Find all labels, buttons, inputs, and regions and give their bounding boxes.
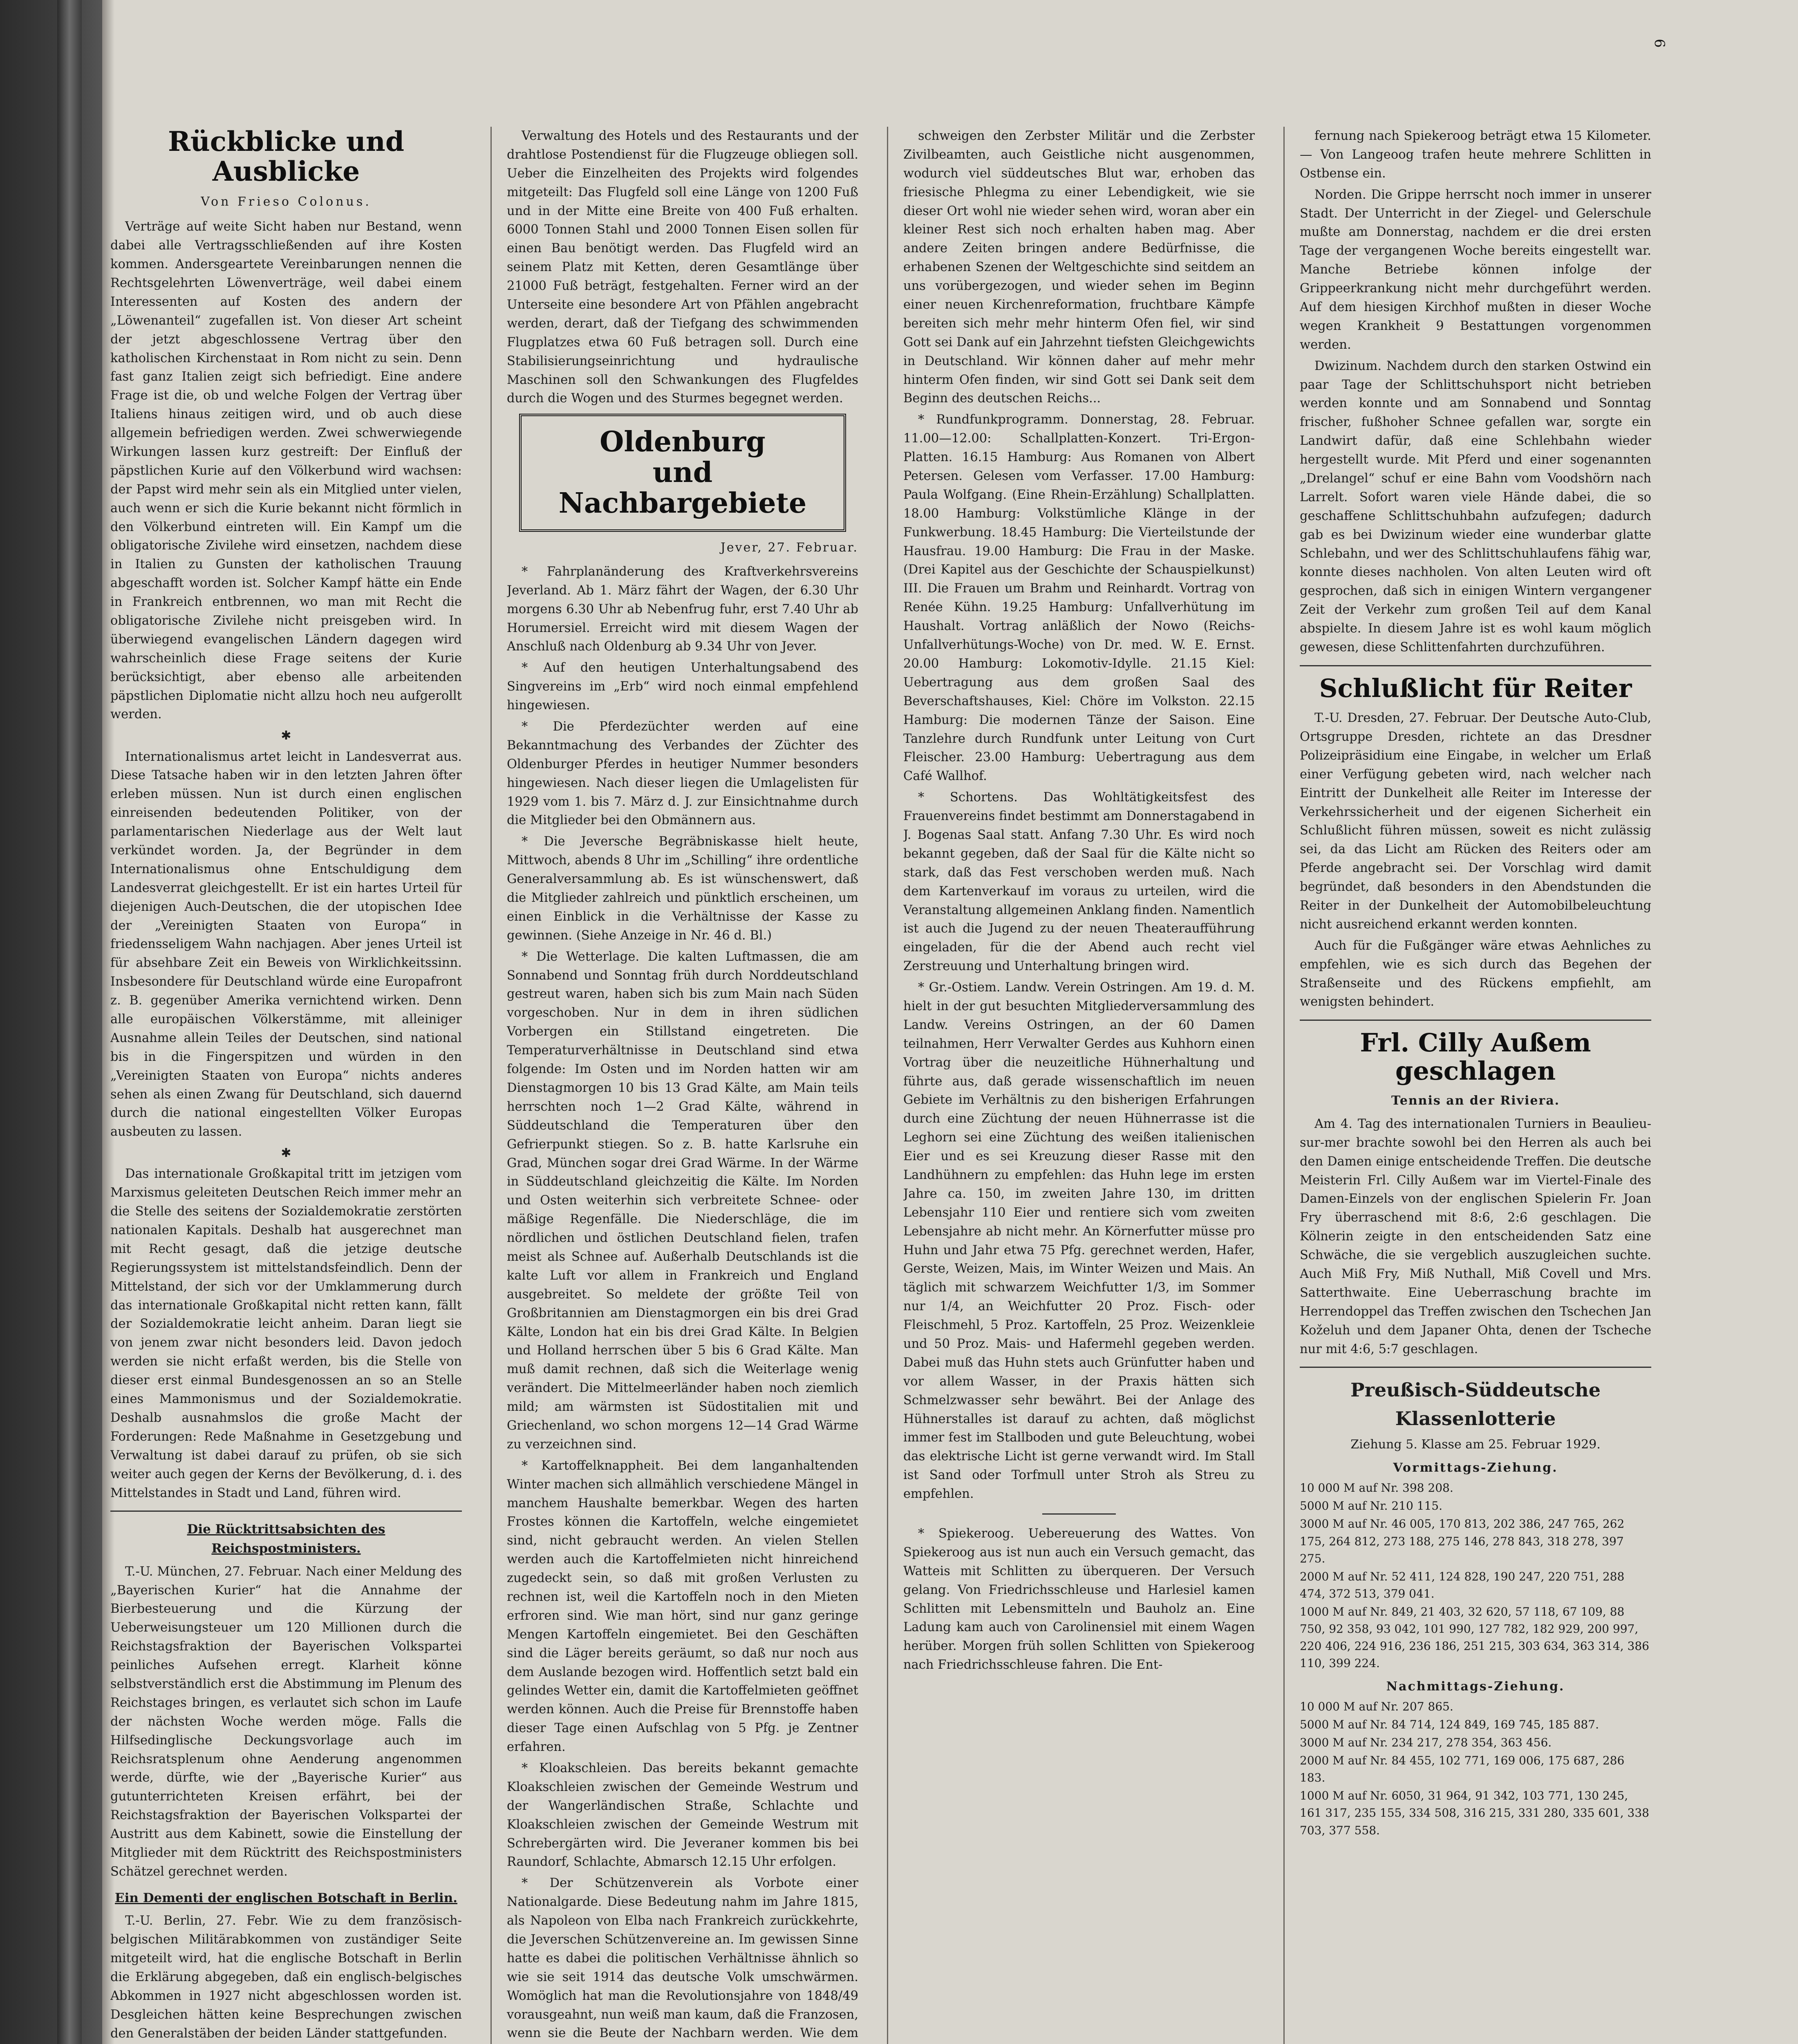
paragraph: schweigen den Zerbster Militär und die Zerbster Zivilbeamten, auch Geistliche nicht ausgenommen, wodurch viel süddeutsches Blut war, erhoben das friesische Phlegma zu einer Lebendigkeit, wie sie dieser Ort wohl nie wieder sehen wird, woran aber ein kleiner Rest sich noch erhalten haben mag. Aber andere Zeiten bringen andere Bedürfnisse, die erhabenen Szenen der Weltgeschichte sind seitdem an uns vorübergezogen, und wieder sehen im Beginn einer neuen Kirchenreformation, fruchtbare Kämpfe bereiten sich mehr mehr hinterm Ofen fiel, wir sind Gott sei Dank auf ein Jahrzehnt tiefsten Gleichgewichts in Deutschland. Wir können daher auf mehr mehr hinterm Ofen finden, wir sind Gott sei Dank seit dem Beginn des deutschen Reichs... [903,129,1255,406]
divider [1300,665,1651,666]
divider [1042,1513,1116,1515]
byline: Von Frieso Colonus. [201,195,372,209]
paragraph: * Die Jeversche Begräbniskasse hielt heute, Mittwoch, abends 8 Uhr im „Schilling“ ihre ordentliche Generalversammlung ab. Es ist wünschenswert, daß die Mitglieder zahlreich und pünktlich erscheinen, um einen Einblick in die Verhältnisse der Kasse zu gewinnen. (Siehe Anzeige in Nr. 46 d. Bl.) [507,834,858,943]
paragraph: Verwaltung des Hotels und des Restaurants und der drahtlose Postendienst für die Flugzeuge obliegen soll. Ueber die Einzelheiten des Projekts wird folgendes mitgeteilt: Das Flugfeld soll eine Länge von 1200 Fuß und in der Mitte eine Breite von 400 Fuß erhalten. 6000 Tonnen Stahl und 2000 Tonnen Eisen sollen für einen Bau benötigt werden. Das Flugfeld wird an seinem Platz mit Ketten, deren Gesamtlänge über 21000 Fuß beträgt, festgehalten. Ferner wird an der Unterseite eine besondere Art von Pfählen angebracht werden, derart, daß der Tiefgang des schwimmenden Flugplatzes etwa 60 Fuß betragen soll. Durch eine Stabilisierungseinrichtung und hydraulische Maschinen soll den Schwankungen des Flugfeldes durch die Wogen und des Sturmes begegnet werden. [507,129,858,406]
paragraph: Auch für die Fußgänger wäre etwas Aehnliches zu empfehlen, wie es sich durch das Begehen der Straßenseite und des Rückens empfiehlt, am wenigsten behindert. [1300,938,1651,1009]
paragraph: Internationalismus artet leicht in Landesverrat aus. Diese Tatsache haben wir in den letzten Jahren öfter erleben müssen. Nun ist durch einen englischen einreisenden bedeutenden Politiker, von der parlamentarischen Niederlage aus der Welt laut verkündet worden. Ja, der Begründer in dem Internationalismus ohne Entschuldigung dem Landesverrat gleichgestellt. Er ist ein hartes Urteil für diejenigen Auch-Deutschen, die der utopischen Idee der „Vereinigten Staaten von Europa“ in friedensseligem Wahn nachjagen. Aber jenes Urteil ist für absehbare Zeit ein Beweis von Wirklichkeitssinn. Insbesondere für Deutschland würde eine Europafront z. B. gegenüber Amerika vernichtend wirken. Denn alle europäischen Völkerstämme, mit alleiniger Ausnahme allein Teiles der Deutschen, sind national bis in die Fingerspitzen und würden in den „Vereinigten Staaten von Europa“ nichts anderes sehen als einen Zwang für Deutschland, sich dauernd durch die national eingestellten Völker Europas ausbeuten zu lassen. [110,749,462,1139]
separator-star: ✱ [281,1146,291,1161]
paragraph: fernung nach Spiekeroog beträgt etwa 15 Kilometer. — Von Langeoog trafen heute mehrere Schlitten in Ostbense ein. [1300,129,1651,181]
separator-star: ✱ [281,728,291,743]
headline-rueckblicke: Rückblicke und Ausblicke [168,127,405,187]
lottery-line: 10 000 M auf Nr. 398 208. [1300,1481,1453,1495]
paragraph: Norden. Die Grippe herrscht noch immer in unserer Stadt. Der Unterricht in der Ziegel- und Gelerschule mußte am Donnerstag, nachdem er die drei ersten Tage der vergangenen Woche bereits eingestellt war. Manche Betriebe können infolge der Grippeerkrankung nicht mehr durchgeführt werden. Auf dem hiesigen Kirchhof mußten in dieser Woche wegen Krankheit 9 Bestattungen vorgenommen werden. [1300,187,1651,352]
lottery-subtitle: Ziehung 5. Klasse am 25. Februar 1929. [1350,1437,1601,1452]
paragraph: T.-U. München, 27. Februar. Nach einer Meldung des „Bayerischen Kurier“ hat die Annahme der Bierbesteuerung und die Kürzung der Ueberweisungsteuer um 120 Millionen durch die Reichstagsfraktion der Bayerischen Volkspartei peinliches Aufsehen erregt. Klarheit könne selbstverständlich erst die Abstimmung im Plenum des Reichstages bringen, es verlautet sich schon im Laufe der nächsten Woche werden möge. Falls die Hilfsedinglische Deckungsvorlage auch im Reichsratsplenum ohne Aenderung angenommen werde, dürfte, wie der „Bayerische Kurier“ aus gutunterrichteten Kreisen erfährt, bei der Reichstagsfraktion der Bayerischen Volkspartei der Austritt aus dem Kabinett, sowie die Einstellung der Mitglieder mit dem Rücktritt des Reichspostministers Schätzel gerechnet werden. [110,1564,462,1879]
lottery-line: 3000 M auf Nr. 46 005, 170 813, 202 386, 247 765, 262 175, 264 812, 273 188, 275 146, 278 843, 318 278, 397 275. [1300,1517,1625,1565]
lottery-morning-label: Vormittags-Ziehung. [1393,1461,1558,1475]
divider [1300,1020,1651,1021]
lottery-line: 2000 M auf Nr. 84 455, 102 771, 169 006, 175 687, 286 183. [1300,1754,1625,1785]
column-4 [1300,127,1651,2044]
headline-englische-botschaft: Ein Dementi der englischen Botschaft in Berlin. [114,1890,458,1905]
paragraph: * Auf den heutigen Unterhaltungsabend des Singvereins im „Erb“ wird noch einmal empfehlend hingewiesen. [507,661,858,713]
lottery-line: 5000 M auf Nr. 84 714, 124 849, 169 745, 185 887. [1300,1717,1599,1731]
headline-schlusslicht: Schlußlicht für Reiter [1319,673,1632,703]
paragraph: * Kartoffelknappheit. Bei dem langanhaltenden Winter machen sich allmählich verschiedene Mängel in manchem Haushalte bemerkbar. Wegen des harten Frostes können die Kartoffeln, welche eingemietet sind, nicht gebraucht werden. An vielen Stellen werden auch die Kartoffelmieten nicht hinreichend zugedeckt sein, so daß mit großen Verlusten zu rechnen ist, weil die Kartoffeln noch in den Mieten erfroren sind. Wie man hört, sind nur ganz geringe Mengen Kartoffeln eingemietet. Bei den Geschäften sind die Läger bereits geräumt, so daß nur noch aus dem Auslande bezogen wird. Hoffentlich setzt bald ein gelindes Wetter ein, damit die Kartoffelmieten geöffnet werden können. Auch die Preise für Brennstoffe haben dieser Tage einen Aufschlag von 5 Pfg. je Zentner erfahren. [507,1458,858,1755]
paragraph: Am 4. Tag des internationalen Turniers in Beaulieu-sur-mer brachte sowohl bei den Herren als auch bei den Damen einige entscheidende Treffen. Die deutsche Meisterin Frl. Cilly Außem war im Viertel-Finale des Damen-Einzels von der englischen Spielerin Fr. Joan Fry überraschend mit 8:6, 2:6 geschlagen. Die Kölnerin zeigte in den entscheidenden Satz eine Schwäche, die sie vergeblich auszugleichen suchte. Auch Miß Fry, Miß Nuthall, Miß Covell und Mrs. Satterthwaite. Eine Ueberraschung brachte im Herrendoppel das Treffen zwischen den Tschechen Jan Koželuh und dem Japaner Ohta, denen der Tscheche nur mit 4:6, 5:7 geschlagen. [1300,1116,1651,1356]
tennis-subhead: Tennis an der Riviera. [1391,1093,1560,1108]
divider [110,1511,462,1512]
lottery-line: 1000 M auf Nr. 6050, 31 964, 91 342, 103 771, 130 245, 161 317, 235 155, 334 508, 316 215, 331 280, 335 601, 338 703, 377 558. [1300,1789,1649,1837]
paragraph: * Die Pferdezüchter werden auf eine Bekanntmachung des Verbandes der Züchter des Oldenburger Pferdes in heutiger Nummer besonders hingewiesen. Nach dieser liegen die Umlagelisten für 1929 vom 1. bis 7. März d. J. zur Einsichtnahme durch die Mitglieder bei den Obmännern aus. [507,719,858,828]
paragraph: * Kloakschleien. Das bereits bekannt gemachte Kloakschleien zwischen der Gemeinde Westrum und der Wangerländischen Straße, Schlachte und Kloakschleien zwischen der Gemeinde Westrum mit Schrebergärten wird. Die Jeveraner kommen bis bei Raundorf, Schlachte, Abmarsch 12.15 Uhr erfolgen. [507,1761,858,1869]
section-title-nachbargebiete: und Nachbargebiete [558,456,807,520]
paragraph: T.-U. Berlin, 27. Febr. Wie zu dem französisch-belgischen Militärabkommen von zuständiger Seite mitgeteilt wird, hat die englische Botschaft in Berlin die Erklärung abgegeben, daß ein englisch-belgisches Abkommen in 1927 nicht abgeschlossen worden ist. Desgleichen hätten keine Besprechungen zwischen den Generalstäben der beiden Länder stattgefunden. [110,1914,462,2041]
column-rule-3 [1283,127,1285,2044]
paragraph: * Der Schützenverein als Vorbote einer Nationalgarde. Diese Bedeutung nahm im Jahre 1815, als Napoleon von Elba nach Frankreich zurückkehrte, die Jeverschen Schützenvereine an. Im gewissen Sinne hatte es dabei die politischen Verhältnisse ähnlich so wie sie seit 1914 das deutsche Volk umschwärmen. Womöglich hat man die Revolutionsjahre von 1848/49 vorausgeahnt, nun weiß man kaum, daß die Franzosen, wenn sie die Beute der Nachbarn werden. Wie dem [507,1876,858,2041]
headline-cilly-aussem: Frl. Cilly Außem geschlagen [1360,1028,1591,1086]
section-header-box [519,414,846,531]
paragraph: * Gr.-Ostiem. Landw. Verein Ostringen. Am 19. d. M. hielt in der gut besuchten Mitgliederversammlung des Landw. Vereins Ostringen, an der 60 Damen teilnahmen, Herr Verwalter Gerdes aus Kuhhorn einen Vortrag über die neuzeitliche Hühnerhaltung und führte aus, daß gerade wissenschaftlich im neuen Gebiete im Verhältnis zu den bisherigen Erfahrungen durch eine Züchtung der neuen Hühnerrasse ist die Leghorn sei eine Züchtung des weißen italienischen Eier und es sei Kreuzung dieser Rasse mit den Landhühnern zu empfehlen: das Huhn lege im ersten Jahre ca. 150, im zweiten Jahre 130, im dritten Lebensjahr 110 Eier und rentiere sich vom zweiten Lebensjahre ab nicht mehr. An Körnerfutter müsse pro Huhn und Jahr etwa 75 Pfg. gerechnet werden, Hafer, Gerste, Weizen, Mais, im Winter Weizen und Mais. An täglich mit schwarzem Weichfutter 1/3, im Sommer nur 1/4, an Weichfutter 20 Proz. Fisch- oder Fleischmehl, 5 Proz. Kartoffeln, 25 Proz. Weizenkleie und 50 Proz. Mais- und Hafermehl gegeben werden. Dabei muß das Huhn stets auch Grünfutter haben und vor allem Wasser, in der Praxis hätten sich Schmelzwasser sehr bewährt. Bei der Anlage des Hühnerstalles ist darauf zu achten, daß möglichst immer fest im Stallboden und gute Beleuchtung, wobei das elektrische Licht ist gerne verwandt wird. Im Stall ist Sand oder Torfmull unter Stroh als Streu zu empfehlen. [903,980,1255,1502]
lottery-line: 2000 M auf Nr. 52 411, 124 828, 190 247, 220 751, 288 474, 372 513, 379 041. [1300,1569,1625,1600]
column-rule-1 [490,127,492,2044]
page-fold [57,0,82,2044]
dateline: Jever, 27. Februar. [720,540,858,555]
paragraph: * Schortens. Das Wohltätigkeitsfest des Frauenvereins findet bestimmt am Donnerstagabend in J. Bogenas Saal statt. Anfang 7.30 Uhr. Es wird noch bekannt gegeben, daß der Saal für die Kälte nicht so stark, daß das Fest verschoben werden muß. Nach dem Kartenverkauf im voraus zu urteilen, wird die Veranstaltung allgemeinen Anklang finden. Namentlich ist auch die Jugend zu der neuen Theateraufführung eingeladen, für die der Abend auch recht viel Zerstreuung und Unterhaltung bringen wird. [903,790,1255,974]
divider [1300,1367,1651,1368]
column-3 [903,127,1255,2044]
paragraph: * Rundfunkprogramm. Donnerstag, 28. Februar. 11.00—12.00: Schallplatten-Konzert. Tri-Ergon-Platten. 16.15 Hamburg: Aus Romanen von Albert Petersen. Gelesen vom Verfasser. 17.00 Hamburg: Paula Wolfgang. (Eine Rhein-Erzählung) Schallplatten. 18.00 Hamburg: Volkstümliche Klänge in der Funkwerbung. 18.45 Hamburg: Die Vierteilstunde der Hausfrau. 19.00 Hamburg: Die Frau in der Maske. (Drei Kapitel aus der Geschichte der Schauspielkunst) III. Die Frauen um Brahm und Reinhardt. Vortrag von Renée Kühn. 19.25 Hamburg: Unfallverhütung im Haushalt. Vortrag anläßlich der Nowo (Reichs-Unfallverhütungs-Woche) von Dr. med. W. E. Ernst. 20.00 Hamburg: Lokomotiv-Idylle. 21.15 Kiel: Uebertragung aus dem großen Saal des Beverschaftshauses, Kiel: Chöre im Volkston. 22.15 Hamburg: Die modernen Tänze der Saison. Eine Tanzlehre durch Rundfunk unter Leitung von Curt Fleischer. 23.00 Hamburg: Uebertragung aus dem Café Wallhof. [903,412,1255,784]
scanner-left-strip [0,0,102,2044]
paragraph: Dwizinum. Nachdem durch den starken Ostwind ein paar Tage der Schlittschuhsport nicht betrieben werden konnte und am Sonnabend und Sonntag frischer, fußhoher Schnee gefallen war, sorgte ein Landwirt dafür, daß eine Schlehbahn wieder hergestellt wurde. Mit Pferd und einer sogenannten „Drelangel“ schuf er eine Bahn vom Voodshörn nach Larrelt. Sofort waren viele Hände dabei, die so geschaffene Schlittschuhbahn aufzufegen; dadurch gab es bei Dwizinum wieder eine wunderbar glatte Schlebahn, und wer des Schlittschuhlaufens fähig war, konnte dieses nachholen. Von alten Leuten wird oft gesprochen, daß sich in einigen Wintern vergangener Zeit der Verkehr zum großen Teil auf dem Kanal abspielte. In diesem Jahre ist es wohl kaum möglich gewesen, diese Schlittenfahrten durchzuführen. [1300,359,1651,655]
column-2 [507,127,858,2044]
paragraph: * Fahrplanänderung des Kraftverkehrsvereins Jeverland. Ab 1. März fährt der Wagen, der 6.30 Uhr morgens 6.30 Uhr ab Nebenfrug fuhr, erst 7.40 Uhr ab Horumersiel. Erreicht wird mit diesem Wagen der Anschluß nach Oldenburg ab 9.34 Uhr von Jever. [507,564,858,654]
headline-reichspostminister: Die Rücktrittsabsichten des Reichspostministers. [187,1522,385,1556]
page-number: 6 [1651,39,1668,48]
lottery-line: 1000 M auf Nr. 849, 21 403, 32 620, 57 118, 67 109, 88 750, 92 358, 93 042, 101 990, 127 782, 182 929, 200 997, 220 406, 224 916, 236 186, 251 215, 303 634, 363 314, 386 110, 399 224. [1300,1605,1649,1670]
lottery-line: 3000 M auf Nr. 234 217, 278 354, 363 456. [1300,1735,1552,1749]
column-1 [110,127,462,2044]
lottery-line: 5000 M auf Nr. 210 115. [1300,1499,1443,1513]
lottery-afternoon-label: Nachmittags-Ziehung. [1386,1679,1565,1694]
column-rule-2 [887,127,888,2044]
lottery-line: 10 000 M auf Nr. 207 865. [1300,1699,1453,1713]
paragraph: * Die Wetterlage. Die kalten Luftmassen, die am Sonnabend und Sonntag früh durch Norddeutschland gestreut waren, haben sich bis zum Main nach Süden vorgeschoben. Nur in dem in ihren südlichen Vorbergen ein Stillstand eingetreten. Die Temperaturverhältnisse in Deutschland sind etwa folgende: Im Osten und im Norden hatten wir am Dienstagmorgen 10 bis 13 Grad Kälte, am Main teils herrschten noch 1—2 Grad Kälte, während in Süddeutschland die Temperaturen über den Gefrierpunkt stiegen. So z. B. hatte Karlsruhe ein Grad, München sogar drei Grad Wärme. In der Wärme in Süddeutschland gleichzeitig die Kälte. Im Norden und Osten weiterhin sich verbreitete Schnee- oder mäßige Regenfälle. Die Niederschläge, die im nördlichen und östlichen Deutschland fielen, trafen meist als Schnee auf. Außerhalb Deutschlands ist die kalte Luft vor allem in Frankreich und England ausgebreitet. So meldete der größte Teil von Großbritannien am Dienstagmorgen ein bis drei Grad Kälte, London hat ein bis drei Grad Kälte. In Belgien und Holland herrschen über 5 bis 6 Grad Kälte. Man muß damit rechnen, daß sich die Weiterlage wenig verändert. Die Mittelmeerländer haben noch ziemlich mild; am wärmsten ist Südostitalien mit und Griechenland, wo schon morgens 12—14 Grad Wärme zu verzeichnen sind. [507,949,858,1452]
lottery-title: Preußisch-Süddeutsche Klassenlotterie [1350,1379,1601,1430]
paragraph: * Spiekeroog. Uebereuerung des Wattes. Von Spiekeroog aus ist nun auch ein Versuch gemacht, das Watteis mit Schlitten zu überqueren. Der Versuch gelang. Von Friedrichsschleuse und Harlesiel kamen Schlitten mit Lebensmitteln und Bauholz an. Eine Ladung kam auch von Carolinensiel mit einem Wagen herüber. Morgen früh sollen Schlitten von Spiekeroog nach Friedrichsschleuse fahren. Die Ent- [903,1526,1255,1672]
section-title-oldenburg: Oldenburg [600,426,766,459]
paragraph: Das internationale Großkapital tritt im jetzigen vom Marxismus geleiteten Deutschen Reich immer mehr an die Stelle des seitens der Sozialdemokratie zerstörten nationalen Kapitals. Deshalb hat ausgerechnet man mit Recht gesagt, daß die jetzige deutsche Regierungssystem ist mittelstandsfeindlich. Denn der Mittelstand, der sich vor der Umklammerung durch das internationale Großkapital nicht retten kann, fällt der Sozialdemokratie leicht anheim. Daran liegt sie von jenem zwar nicht besonders leid. Davon jedoch werden sie nicht erfaßt werden, bis die Stelle von dieser erst einmal Bundesgenossen an so an Stelle eines Mammonismus und der Sozialdemokratie. Deshalb ausnahmslos die große Macht der Forderungen: Rede Maßnahme in Gesetzgebung und Verwaltung ist dabei darauf zu prüfen, ob sie sich weiter auch gegen der Kerns der Bevölkerung, d. i. des Mittelstandes in Stadt und Land, führen wird. [110,1167,462,1500]
paragraph: Verträge auf weite Sicht haben nur Bestand, wenn dabei alle Vertragsschließenden auf ihre Kosten kommen. Andersgeartete Vereinbarungen nennen die Rechtsgelehrten Löwenverträge, weil dabei einem Interessenten auf Kosten des andern der „Löwenanteil“ zugefallen ist. Von dieser Art scheint der jetzt abgeschlossene Vertrag über den katholischen Kirchenstaat in Rom nicht zu sein. Denn fast ganz Italien zeigt sich befriedigt. Eine andere Frage ist die, ob und welche Folgen der Vertrag über Italiens hinaus zeitigen wird, und ob auch diese allgemein befriedigen werden. Zwei schwerwiegende Wirkungen lassen kurz gestreift: Der Einfluß der päpstlichen Kurie auf den Völkerbund wird wachsen: der Papst wird mehr sein als ein Mitglied unter vielen, auch wenn er sich die Kurie bekannt nicht förmlich in den Völkerbund eintreten will. Ein Kampf um die obligatorische Zivilehe wird einsetzen, nachdem diese in Italien zu Gunsten der katholischen Trauung abgeschafft worden ist. Solcher Kampf hätte ein Ende in Frankreich entbrennen, wo man mit Recht die obligatorische Zivilehe nicht preisgeben wird. In überwiegend evangelischen Ländern dagegen wird wahrscheinlich diese Frage seitens der Kurie berücksichtigt, aber ebenso alle arbeitenden päpstlichen Diplomatie nicht allzu hoch neu aufgerollt werden. [110,220,462,722]
paragraph: T.-U. Dresden, 27. Februar. Der Deutsche Auto-Club, Ortsgruppe Dresden, richtete an das Dresdner Polizeipräsidium eine Eingabe, in welcher um Erlaß einer Verfügung gebeten wird, nach welcher nach Eintritt der Dunkelheit alle Reiter im Interesse der Verkehrssicherheit und der eigenen Sicherheit ein Schlußlicht führen müssen, soweit es nicht zulässig sei, da das Licht am Rücken des Reiters oder am Pferde angebracht sei. Der Vorschlag wird damit begründet, daß besonders in den Abendstunden die Reiter in der Dunkelheit der Automobilbeleuchtung nicht ausreichend erkannt werden konnten. [1300,711,1651,932]
